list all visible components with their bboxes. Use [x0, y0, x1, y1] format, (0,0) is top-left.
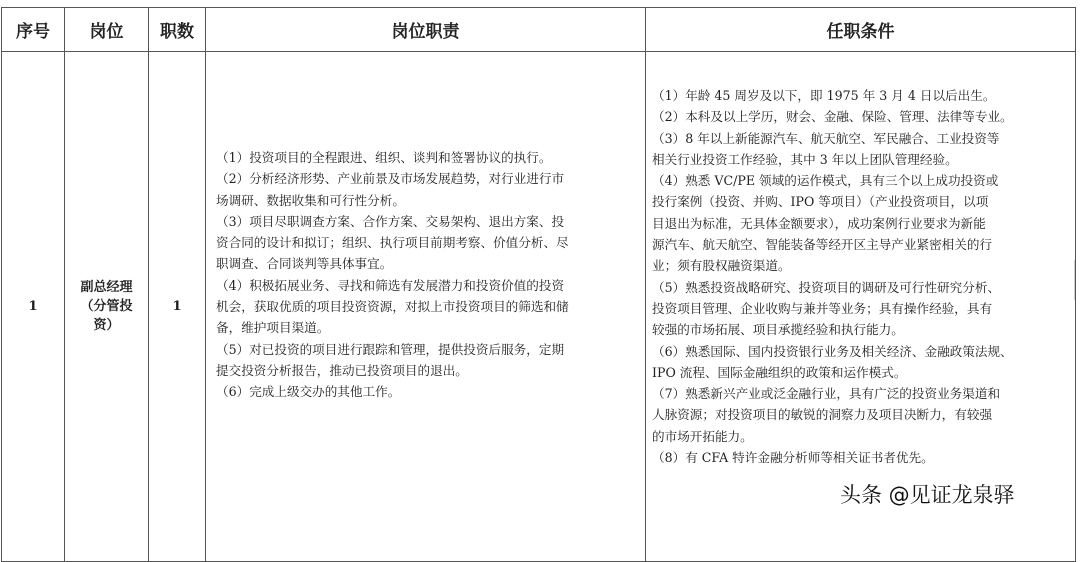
text-line: 场调研、数据收集和可行性分析。 — [216, 192, 405, 208]
position-line: 资） — [93, 318, 120, 333]
position-line: （分管投 — [80, 299, 133, 314]
text-line: 较强的市场拓展、项目承揽经验和执行能力。 — [652, 322, 904, 338]
text-line: （4）熟悉 VC/PE 领域的运作模式，具有三个以上成功投资或 — [652, 173, 999, 189]
text-line: IPO 流程、国际金融组织的政策和运作模式。 — [652, 364, 907, 380]
text-line: （2）本科及以上学历，财会、金融、保险、管理、法律等专业。 — [652, 109, 1013, 125]
scroll-edge — [1074, 260, 1080, 300]
text-line: 资合同的设计和拟订；组织、执行项目前期考察、价值分析、尽 — [216, 235, 569, 251]
text-line: 业；须有股权融资渠道。 — [652, 258, 791, 274]
text-line: 职调查、合同谈判等具体事宜。 — [216, 256, 393, 272]
text-line: （4）积极拓展业务、寻找和筛选有发展潜力和投资价值的投资 — [216, 277, 565, 293]
text-line: 目退出为标准，无具体金额要求），成功案例行业要求为新能 — [652, 215, 986, 231]
row-duties — [206, 52, 646, 562]
text-line: （6）熟悉国际、国内投资银行业务及相关经济、金融政策法规、 — [652, 343, 1013, 359]
text-line: （3）项目尽职调查方案、合作方案、交易架构、退出方案、投 — [216, 213, 565, 229]
text-line: 人脉资源；对投资项目的敏锐的洞察力及项目决断力，有较强 — [652, 407, 993, 423]
header-requirements: 任职条件 — [646, 8, 1076, 52]
header-index: 序号 — [2, 8, 65, 52]
watermark: 头条 @见证龙泉驿 — [840, 483, 1015, 507]
text-line: 源汽车、航天航空、智能装备等经开区主导产业紧密相关的行 — [652, 237, 993, 253]
text-line: 提交投资分析报告，推动已投资项目的退出。 — [216, 362, 468, 378]
text-line: 机会，获取优质的项目投资资源，对拟上市投资项目的筛选和储 — [216, 299, 569, 315]
text-line: （3）8 年以上新能源汽车、航天航空、军民融合、工业投资等 — [652, 130, 1000, 146]
text-line: （6）完成上级交办的其他工作。 — [216, 384, 401, 400]
row-index: 1 — [2, 52, 65, 562]
text-line: （5）熟悉投资战略研究、投资项目的调研及可行性研究分析、 — [652, 279, 1001, 295]
row-count: 1 — [149, 52, 206, 562]
position-line: 副总经理 — [80, 280, 133, 295]
row-position — [65, 52, 149, 562]
text-line: （8）有 CFA 特许金融分析师等相关证书者优先。 — [652, 450, 934, 466]
text-line: （5）对已投资的项目进行跟踪和管理，提供投资后服务，定期 — [216, 341, 565, 357]
header-row — [2, 8, 1076, 52]
text-line: （1）年龄 45 周岁及以下，即 1975 年 3 月 4 日以后出生。 — [652, 88, 996, 103]
text-line: 投行案例（投资、并购、IPO 等项目）（产业投资项目，以项 — [652, 194, 989, 210]
text-line: 的市场开拓能力。 — [652, 428, 753, 444]
header-duties: 岗位职责 — [206, 8, 646, 52]
text-line: 相关行业投资工作经验，其中 3 年以上团队管理经验。 — [652, 151, 958, 167]
text-line: 备，维护项目渠道。 — [216, 320, 330, 336]
text-line: （2）分析经济形势、产业前景及市场发展趋势，对行业进行市 — [216, 171, 565, 187]
header-position: 岗位 — [65, 8, 149, 52]
text-line: （7）熟悉新兴产业或泛金融行业，具有广泛的投资业务渠道和 — [652, 386, 1001, 402]
header-count: 职数 — [149, 8, 206, 52]
text-line: （1）投资项目的全程跟进、组织、谈判和签署协议的执行。 — [216, 150, 552, 165]
text-line: 投资项目管理、企业收购与兼并等业务；具有操作经验，具有 — [652, 300, 993, 316]
